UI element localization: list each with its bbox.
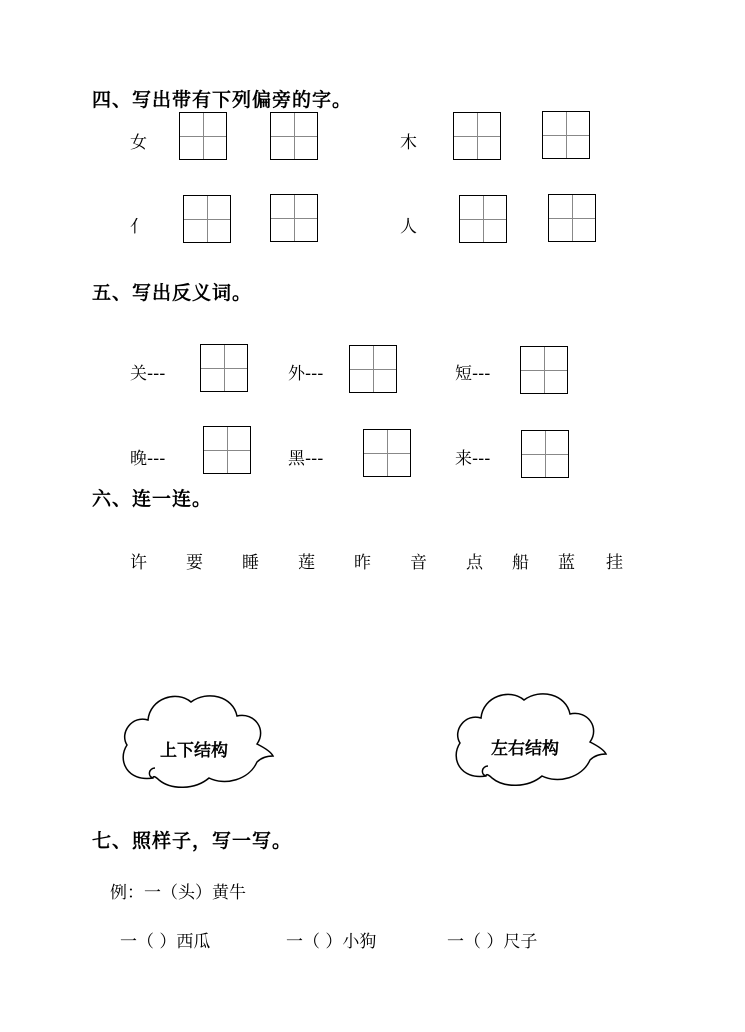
section-7-heading: 七、照样子，写一写。	[92, 830, 293, 852]
section-5-heading: 五、写出反义词。	[92, 282, 253, 304]
writing-grid-box[interactable]	[459, 195, 507, 243]
match-char[interactable]: 船	[512, 553, 529, 573]
writing-grid-box[interactable]	[453, 112, 501, 160]
cloud-label-left-right[interactable]: 左右结构	[491, 739, 559, 759]
radical-label: 木	[400, 133, 417, 153]
writing-grid-box[interactable]	[270, 194, 318, 242]
writing-grid-box[interactable]	[363, 429, 411, 477]
fill-blank-item[interactable]: 一（ ）小狗	[286, 932, 377, 952]
writing-grid-box[interactable]	[200, 344, 248, 392]
match-char[interactable]: 音	[410, 553, 427, 573]
antonym-prompt: 来---	[455, 449, 491, 469]
writing-grid-box[interactable]	[179, 112, 227, 160]
match-char[interactable]: 许	[130, 553, 147, 573]
writing-grid-box[interactable]	[542, 111, 590, 159]
antonym-prompt: 外---	[288, 364, 324, 384]
writing-grid-box[interactable]	[270, 112, 318, 160]
fill-blank-item[interactable]: 一（ ）西瓜	[120, 932, 211, 952]
writing-grid-box[interactable]	[520, 346, 568, 394]
writing-grid-box[interactable]	[183, 195, 231, 243]
writing-grid-box[interactable]	[548, 194, 596, 242]
radical-label: 亻	[130, 217, 147, 237]
writing-grid-box[interactable]	[521, 430, 569, 478]
example-line: 例：一（头）黄牛	[110, 883, 246, 903]
section-4-heading: 四、写出带有下列偏旁的字。	[92, 89, 353, 111]
match-char[interactable]: 点	[466, 553, 483, 573]
antonym-prompt: 黑---	[288, 449, 324, 469]
cloud-label-top-bottom[interactable]: 上下结构	[160, 741, 228, 761]
match-char[interactable]: 挂	[606, 553, 623, 573]
match-char[interactable]: 睡	[242, 553, 259, 573]
writing-grid-box[interactable]	[349, 345, 397, 393]
radical-label: 女	[130, 133, 147, 153]
antonym-prompt: 晚---	[130, 449, 166, 469]
match-char[interactable]: 莲	[298, 553, 315, 573]
match-char[interactable]: 蓝	[558, 553, 575, 573]
match-char[interactable]: 昨	[354, 553, 371, 573]
antonym-prompt: 关---	[130, 364, 166, 384]
match-char[interactable]: 要	[186, 553, 203, 573]
fill-blank-item[interactable]: 一（ ）尺子	[447, 932, 538, 952]
antonym-prompt: 短---	[455, 364, 491, 384]
writing-grid-box[interactable]	[203, 426, 251, 474]
radical-label: 人	[400, 217, 417, 237]
section-6-heading: 六、连一连。	[92, 488, 213, 510]
